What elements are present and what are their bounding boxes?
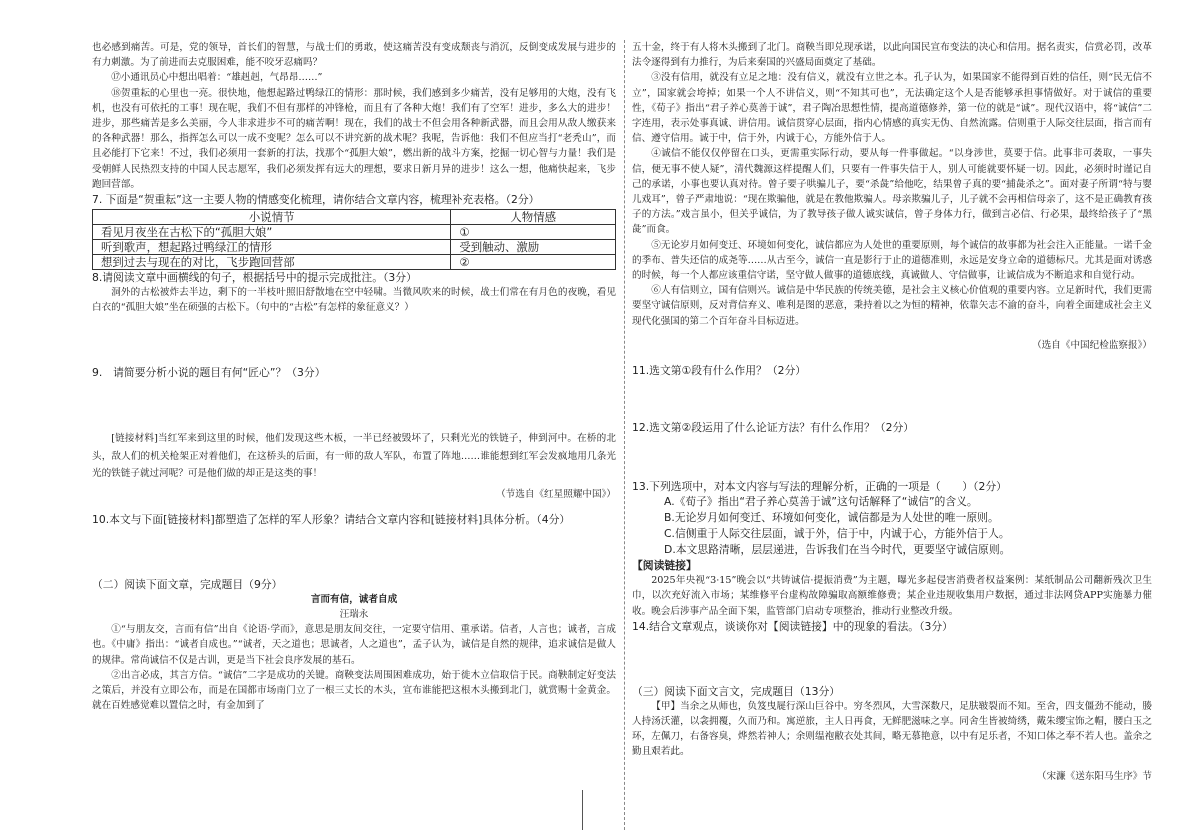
story-paragraph: 也必感到痛苦。可是，党的领导，首长们的智慧，与战士们的勇敢，使这痛苦没有变成颓丧与消沉，反倒变成发展与进步的有力刺激。为了前进而去克服困难，能不咬牙忍痛吗？ [92, 42, 616, 69]
question-13: 13.下列选项中，对本文内容与写法的理解分析，正确的一项是（ ）（2分） [632, 480, 1007, 494]
question-12: 12.选文第②段运用了什么论证方法？有什么作用？（2分） [632, 421, 915, 435]
left-column [92, 40, 616, 713]
story-paragraph: ⑱贺重耘的心里也一亮。很快地，他想起路过鸭绿江的情形：那时候，我们感到多少痛苦，没有足够用的大炮，没有飞机，也没有可依托的工事！现在呢，我们不但有那样的冲锋枪，而且有了各种大炮！我们有了空军！进步，多么大的进步！进步，那些痛苦是多么美丽，今人非求进步不可的痛苦啊！现在，我们的战士不但会用各种新武器，而且会用从敌人缴获来的各种武器！那么，指挥怎么可以一成不变呢？怎么可以不讲究新的战术呢？我呢，告诉他：我们不但应当打“老秃山”，而且必能打下它来！不过，我们必须用一套新的打法，找那个“孤胆大娘”，燃出新的战斗方案，挖掘一切心智与力量！我们是受朝鲜人民热烈支持的中国人民志愿军，我们必须发挥有远大的理想，要求日新月异的进步！这么一想，他痛快起来，飞步跑回营部。 [92, 87, 616, 190]
classical-text: 【甲】当余之从师也，负笈曳屣行深山巨谷中。穷冬烈风，大雪深数尺，足肤皲裂而不知。至舍，四支僵劲不能动，媵人持汤沃灌，以衾拥覆，久而乃和。寓逆旅，主人日再食，无鲜肥滋味之享。同舍生皆被绮绣，戴朱缨宝饰之帽，腰白玉之环，左佩刀，右备容臭，烨然若神人；余则缊袍敝衣处其间，略无慕艳意，以中有足乐者，不知口体之奉不若人也。盖余之勤且艰若此。 [632, 700, 1152, 758]
section-2-heading: （二）阅读下面文章，完成题目（9分） [92, 577, 283, 591]
choice-d[interactable]: D.本文思路清晰，层层递进，告诉我们在当今时代，更要坚守诚信原则。 [664, 543, 1011, 557]
table-header: 人物情感 [451, 210, 616, 225]
link-source: （节选自《红星照耀中国》） [496, 488, 616, 500]
article-paragraph: 五十金，终于有人将木头搬到了北门。商鞅当即兑现承诺，以此向国民宣布变法的决心和信用。据名责实，信赏必罚，改革法令逐得到有力推行，为后来秦国的兴盛局面奠定了基础。 [632, 42, 1152, 69]
article-author: 汪瑞永 [339, 608, 369, 620]
article-paragraph: ②出言必成，其言方信。“诚信”二字是成功的关键。商鞅变法周围困难成功，始于徙木立信取信于民。商鞅制定好变法之策后，并没有立即公布，而是在国都市场南门立了一根三丈长的木头，宣布谁能把这根木头搬到北门，就赏赐十金黄金。就在百姓感觉难以置信之时，有金加到了 [92, 669, 616, 712]
emotion-table [92, 209, 616, 270]
question-8: 8.请阅读文章中画横线的句子，根据括号中的提示完成批注。（3分） [92, 271, 417, 285]
table-answer-cell[interactable]: ② [451, 255, 616, 270]
reading-link-text: 2025年央视“3·15”晚会以“共铸诚信·提振消费”为主题，曝光多起侵害消费者权益案例：某纸制品公司翻新残次卫生巾，以次充好流入市场；某维修平台虚构故障骗取高额维修费；某企业违规收集用户数据，通过非法网贷APP实施暴力催收。晚会后涉事产品全面下架，监管部门启动专项整治，推动行业整改升级。 [632, 575, 1152, 617]
table-cell: 听到歌声，想起路过鸭绿江的情形 [93, 240, 451, 255]
question-10: 10.本文与下面[链接材料]都塑造了怎样的军人形象？请结合文章内容和[链接材料]具体分析。（4分） [92, 512, 571, 526]
table-cell: 看见月夜坐在古松下的“孤胆大娘” [93, 225, 451, 240]
article-title: 言而有信，诚者自成 [310, 593, 398, 605]
link-material: [链接材料]当红军来到这里的时候，他们发现这些木板，一半已经被毁坏了，只剩光光的铁链子，伸到河中。在桥的北头，敌人们的机关枪架正对着他们，在这桥头的后面，有一师的敌人军队，布置了阵地……谁能想到红军会发疯地用几条光光的铁链子就过河呢？可是他们做的却正是这类的事！ [92, 433, 616, 480]
section-3-heading: （三）阅读下面文言文，完成题目（13分） [632, 684, 841, 698]
question-8-quote: 洞外的古松被炸去半边，剩下的一半枝叶照旧舒散地在空中轻啸。当微风吹来的时候，战士们常在有月色的夜晚，看见白衣的“孤胆大娘”坐在硕强的古松下。（句中的“古松”有怎样的象征意义？） [92, 287, 616, 314]
question-14: 14.结合文章观点，谈谈你对【阅读链接】中的现象的看法。（3分） [632, 619, 953, 633]
story-paragraph: ⑰小通讯员心中想出唱着：“雄赳赳，气昂昂……” [111, 72, 323, 84]
table-cell: 受到触动、激励 [451, 240, 616, 255]
binding-line [582, 790, 583, 830]
choice-a[interactable]: A.《荀子》指出“君子养心莫善于诚”这句话解释了“诚信”的含义。 [664, 495, 978, 509]
article-paragraph: ④诚信不能仅仅停留在口头，更需重实际行动，要从每一件事做起。“以身涉世，莫要于信。此事非可袭取，一事失信，便无事不使人疑”，清代魏源这样提醒人们，只要有一件事失信于人，别人可能就要怀疑一切。因此，必须时时谨记自己的承诺，小事也要认真对待。曾子要子哄骗儿子，要“杀彘”给他吃，结果曾子真的要“捕彘杀之”。面对妻子所谓“特与婴儿戏耳”，曾子严肃地说：“现在欺骗他，就是在教他欺骗人。母亲欺骗儿子，儿子就不会再相信母亲了，这不是正确教育孩子的方法。”戏言虽小，但关乎诚信，为了教导孩子做人诚实诚信，曾子身体力行，做到言必信、行必果，最终给孩子了“黑彘”而食。 [632, 148, 1152, 236]
article-paragraph: ⑤无论岁月如何变迁、环境如何变化，诚信都应为人处世的重要原则，每个诚信的故事都为社会注入正能量。一诺千金的季布、普失还信的成尧等……从古至今，诚信一直是影行于止的道德准则，永远是安身立命的道德标尺。尤其是面对诱惑的时候，每一个人都应该重信守诺，坚守做人做事的道德底线，真诚做人、守信做事，让诚信成为不断追求和自觉行动。 [632, 239, 1152, 282]
reading-link-heading: 【阅读链接】 [632, 559, 697, 573]
right-column [632, 40, 1152, 794]
article-paragraph: ③没有信用，就没有立足之地：没有信义，就没有立世之本。孔子认为，如果国家不能得到百姓的信任，则“民无信不立”，国家就会垮掉；如果一个人不讲信义，则“不知其可也”，无法确定这个人是否能够承担事情做好。对于诚信的重要性，《荀子》指出“君子养心莫善于诚”，君子陶冶思想性情，提高道德修养，第一位的就是“诚”。现代汉语中，将“诚信”二字连用，表示处事真诚、讲信用。诚信贯穿心层面，指内心情感的真实无伪、自然流露。信则重于人际交往层面，指言而有信、遵守信用。诚于中，信于外，内诚于心，方能外信于人。 [632, 72, 1152, 145]
article-source: （选自《中国纪检监察报》） [1032, 340, 1152, 352]
table-cell: 想到过去与现在的对比，飞步跑回营部 [93, 255, 451, 270]
table-header: 小说情节 [93, 210, 451, 225]
choice-b[interactable]: B.无论岁月如何变迁、环境如何变化，诚信都是为人处世的唯一原则。 [664, 511, 999, 525]
article-paragraph: ①“与朋友交，言而有信”出自《论语·学而》，意思是朋友间交往，一定要守信用、重承诺。信者，人言也；诚者，言成也。《中庸》指出：“诚者自成也。”“诚者，天之道也；思诚者，人之道也”，孟子认为，诚信是自然的规律，追求诚信是做人的规律。常尚诚信不仅是古训，更是当下社会良序发展的基石。 [92, 624, 616, 666]
question-9: 9. 请简要分析小说的题目有何“匠心”？（3分） [92, 366, 326, 380]
article-paragraph: ⑥人有信则立，国有信则兴。诚信是中华民族的传统美德，是社会主义核心价值观的重要内容。立足新时代，我们更需要坚守诚信原则，反对背信弃义、唯利是图的恶意，秉持着以之为恒的精神，依靠矢志不渝的奋斗，向着全面建成社会主义现代化强国的第二个百年奋斗目标迈进。 [632, 285, 1152, 327]
question-11: 11.选文第①段有什么作用？（2分） [632, 364, 807, 378]
classical-source: （宋濂《送东阳马生序》节 [1036, 771, 1152, 783]
question-7: 7. 下面是“贺重耘”这一主要人物的情感变化梳理，请你结合文章内容，梳理补充表格。（2分） [92, 193, 540, 207]
table-answer-cell[interactable]: ① [451, 225, 616, 240]
choice-c[interactable]: C.信侧重于人际交往层面，诚于外，信于中，内诚于心，方能外信于人。 [664, 527, 1010, 541]
column-divider [624, 40, 626, 830]
